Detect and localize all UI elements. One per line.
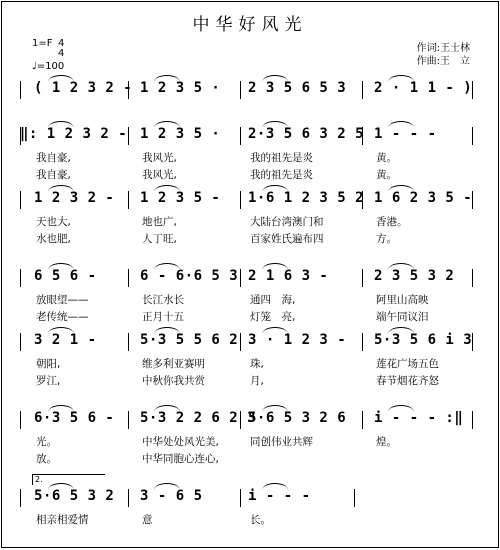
key-and-time-signature [32,38,65,59]
bar-line [472,127,473,145]
score-page [1,1,499,548]
bar-line [362,333,363,351]
measure: 1 6 2 3 5 - [374,190,473,206]
bar-line [240,127,241,145]
measure: i - - - :‖ [374,410,464,426]
bar-line [20,81,21,99]
measure: 5·3 5 5 6 2 [140,332,239,348]
bar-line [20,269,21,287]
measure: 1 - - - [374,126,437,142]
lyric-phrase: 中秋你我共赏 [142,375,205,387]
lyric-phrase: 灯笼 亮, [250,311,296,323]
lyric-line [2,373,498,387]
bar-line [128,411,129,429]
slur-mark [154,327,180,334]
measure: 5·3 5 6 i 3 [374,332,473,348]
note-line [2,80,498,100]
slur-mark [262,121,288,128]
lyric-line [2,231,498,245]
lyric-line [2,167,498,181]
lyric-phrase: 同创伟业共辉 [250,436,313,448]
time-numerator: 4 [58,38,65,49]
lyric-phrase: 端午同议汨 [376,311,429,323]
slur-mark [388,327,414,334]
lyric-phrase: 长。 [250,514,271,526]
lyric-phrase: 意 [142,514,153,526]
slur-mark [48,405,74,412]
lyric-phrase: 正月十五 [142,311,184,323]
lyric-line [2,292,498,306]
lyric-phrase: 放眼望—— [36,294,89,306]
bar-line [472,411,473,429]
slur-mark [48,185,74,192]
lyric-phrase: 我风光, [142,152,177,164]
lyric-phrase: 地也广, [142,216,177,228]
measure: 2 1 6 3 - [248,268,329,284]
measure: i - - - [248,488,311,504]
lyric-phrase: 煌。 [376,436,397,448]
composer-credit: 作曲:王 立 [416,56,470,67]
measure: 1 2 3 5 · [140,80,221,96]
bar-line [20,333,21,351]
bar-line [240,191,241,209]
lyric-phrase: 通四 海, [250,294,296,306]
measure: 1 2 3 5 - [140,190,221,206]
measure: 2 · 1 1 - ) [374,80,473,96]
bar-line [20,191,21,209]
measure: 3 - 6 5 [140,488,203,504]
note-line [2,268,498,288]
bar-line [20,411,21,429]
measure: 2·3 5 6 3 2 5 [248,126,365,142]
slur-mark [154,483,180,490]
slur-mark [154,263,180,270]
slur-mark [262,405,288,412]
measure: ( 1 2 3 2 - [34,80,133,96]
slur-mark [262,327,288,334]
lyric-line [2,356,498,370]
lyric-phrase: 中华同胞心连心, [142,453,219,465]
lyric-line [2,512,498,526]
measure: 6 - 6·6 5 3 [140,268,239,284]
lyric-phrase: 香港。 [376,216,408,228]
measure: 3 2 1 - [34,332,97,348]
lyric-line [2,309,498,323]
tempo-marking: ♩=100 [32,61,65,72]
lyric-phrase: 黄。 [376,169,397,181]
slur-mark [262,185,288,192]
lyric-phrase: 大陆台湾澳门和 [250,216,324,228]
slur-mark [48,483,74,490]
bar-line [362,269,363,287]
song-title: 中华好风光 [192,15,308,35]
bar-line [128,489,129,507]
measure: 6·3 5 6 - [34,410,115,426]
slur-mark [262,483,288,490]
lyric-phrase: 维多利亚赛明 [142,358,205,370]
lyric-phrase: 中华处处风光美, [142,436,219,448]
lyric-phrase: 我自豪, [36,169,71,181]
note-line [2,332,498,352]
score-header-right [417,42,470,68]
slur-mark [388,121,414,128]
volta-bracket: 2. [32,474,105,485]
measure: 5·3 2 2 6 2 3 [140,410,257,426]
lyric-phrase: 方。 [376,233,397,245]
note-line [2,190,498,210]
lyric-phrase: 春节烟花齐怒 [376,375,439,387]
slur-mark [48,121,74,128]
slur-mark [388,405,414,412]
bar-line [128,191,129,209]
bar-line [20,489,21,507]
lyric-phrase: 我风光, [142,169,177,181]
slur-mark [48,263,74,270]
slur-mark [262,263,288,270]
measure: 2 3 5 6 5 3 [248,80,347,96]
lyric-line [2,214,498,228]
bar-line [240,333,241,351]
lyric-phrase: 我的祖先是炎 [250,152,313,164]
slur-mark [154,185,180,192]
bar-line [472,269,473,287]
lyricist-credit: 作词:王士林 [416,43,470,54]
lyric-phrase: 水也肥, [36,233,71,245]
measure: 1·6 1 2 3 5 2 [248,190,365,206]
lyric-line [2,434,498,448]
measure: 2 3 5 3 2 [374,268,455,284]
bar-line [354,489,355,507]
lyric-phrase: 罗江, [36,375,61,387]
lyric-phrase: 相亲相爱情 [36,514,89,526]
measure: 5·6 5 3 2 [34,488,115,504]
measure: ‖: 1 2 3 2 - [20,126,128,142]
lyric-phrase: 长江水长 [142,294,184,306]
note-line [2,126,498,146]
slur-mark [48,75,74,82]
note-line [2,410,498,430]
measure: 1 2 3 2 - [34,190,115,206]
lyric-phrase: 黄。 [376,152,397,164]
lyric-line [2,150,498,164]
slur-mark [388,75,414,82]
lyric-line [2,451,498,465]
score-header-left [32,38,64,72]
measure: 6 5 6 - [34,268,97,284]
measure: 1 2 3 5 · [140,126,221,142]
slur-mark [262,75,288,82]
slur-mark [154,121,180,128]
slur-mark [388,263,414,270]
lyric-phrase: 我自豪, [36,152,71,164]
lyric-phrase: 莲花广场五色 [376,358,439,370]
bar-line [240,489,241,507]
lyric-phrase: 人丁旺, [142,233,177,245]
lyric-phrase: 放。 [36,453,57,465]
bar-line [362,81,363,99]
note-line [2,475,498,508]
lyric-phrase: 光。 [36,436,57,448]
slur-mark [388,185,414,192]
slur-mark [154,405,180,412]
lyric-phrase: 老传统—— [36,311,89,323]
lyric-phrase: 阿里山高映 [376,294,429,306]
lyric-phrase: 天也大, [36,216,71,228]
lyric-phrase: 我的祖先是炎 [250,169,313,181]
measure: 3 · 1 2 3 - [248,332,347,348]
lyric-phrase: 朝阳, [36,358,61,370]
key-signature: 1=F [32,38,53,49]
lyric-phrase: 月, [250,375,264,387]
bar-line [128,333,129,351]
measure: 5·6 5 3 2 6 [248,410,347,426]
bar-line [240,269,241,287]
lyric-phrase: 百家姓氏遍布四 [250,233,324,245]
bar-line [128,269,129,287]
slur-mark [48,327,74,334]
lyric-phrase: 珠, [250,358,264,370]
bar-line [362,411,363,429]
time-denominator: 4 [58,48,65,59]
bar-line [128,127,129,145]
slur-mark [154,75,180,82]
bar-line [240,81,241,99]
